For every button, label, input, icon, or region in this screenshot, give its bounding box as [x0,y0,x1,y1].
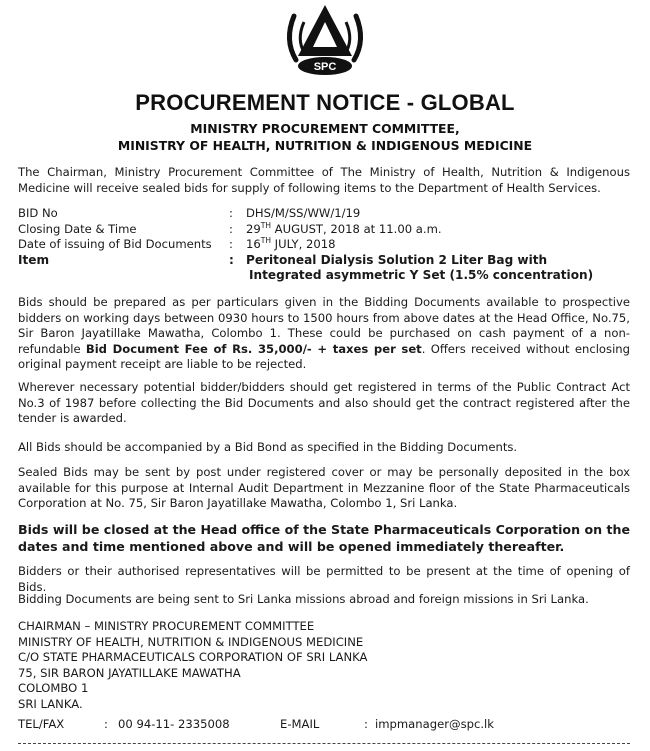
closing-day: 29 [246,221,261,236]
colon: : [229,206,233,220]
bid-no-row [18,206,630,222]
closing-date-rest: AUGUST, 2018 at 11.00 a.m. [271,221,442,236]
item-value-line-2: Integrated asymmetric Y Set (1.5% concentration) [249,268,594,282]
bid-document-fee: Bid Document Fee of Rs. 35,000/- + taxes per set [85,341,422,356]
intro-paragraph: The Chairman, Ministry Procurement Committee of The Ministry of Health, Nutrition & Indigenous Medicine will receive sealed bids for supply of following items to the Department of Health Services. [18,165,630,195]
dashed-divider [18,743,630,744]
item-label: Item [18,252,50,267]
address-line: 75, SIR BARON JAYATILLAKE MAWATHA [18,665,241,680]
address-line: SRI LANKA. [18,696,83,711]
issue-date-row [18,237,630,253]
tel-fax-value: 00 94-11- 2335008 [118,717,230,731]
closing-day-suffix: TH [260,220,271,230]
closing-date-value [246,222,442,238]
address-block [18,619,368,712]
preparation-text-end: . Offers received without enclosing original payment receipt are liable to be rejected. [18,341,630,371]
bid-no-label: BID No [18,206,58,220]
missions-paragraph: Bidding Documents are being sent to Sri Lanka missions abroad and foreign missions in Sri Lanka. [18,592,589,606]
item-value-line-1: Peritoneal Dialysis Solution 2 Liter Bag with [246,252,548,267]
issue-date-rest: JULY, 2018 [271,237,336,251]
preparation-text: Bids should be prepared as per particulars given in the Bidding Documents available to prospective bidders on working days between 0930 hours to 1500 hours from above dates at the Head Office, No.75, Sir Baron Jayatillake Mawatha, Colombo 1. These could be purchased on cash payment of a non-refundable [18,295,630,356]
spc-logo [280,2,370,78]
logo-right-arc [354,16,361,60]
issue-day-suffix: TH [260,236,271,246]
logo-left-arc [289,16,296,60]
presence-paragraph: Bidders or their authorised representatives will be permitted to be present at the time of opening of Bids. [18,564,630,594]
email-label: E-MAIL [280,717,320,731]
bid-details [18,206,630,282]
issue-date-value [246,237,335,253]
colon: : [229,252,234,267]
address-line: MINISTRY OF HEALTH, NUTRITION & INDIGENOUS MEDICINE [18,634,364,649]
address-line: COLOMBO 1 [18,681,89,695]
colon: : [104,717,108,731]
contact-line [18,716,630,732]
notice-title: PROCUREMENT NOTICE - GLOBAL [135,90,515,115]
logo-emblem-shape [298,5,352,56]
bid-no-value: DHS/M/SS/WW/1/19 [246,206,361,220]
issue-day: 16 [246,237,261,251]
logo-text: SPC [313,61,337,73]
closing-date-label: Closing Date & Time [18,221,137,236]
committee-heading: MINISTRY PROCUREMENT COMMITTEE, [190,121,460,136]
closing-date-row [18,222,630,238]
closing-notice-paragraph: Bids will be closed at the Head office of the State Pharmaceuticals Corporation on the dates and time mentioned above and will be opened immediately thereafter. [18,522,630,554]
address-line: C/O STATE PHARMACEUTICALS CORPORATION OF SRI LANKA [18,650,368,664]
colon: : [229,237,233,251]
issue-date-label: Date of issuing of Bid Documents [18,237,212,251]
address-line: CHAIRMAN – MINISTRY PROCUREMENT COMMITTEE [18,619,315,633]
item-row [18,252,630,282]
ministry-heading: MINISTRY OF HEALTH, NUTRITION & INDIGENOUS MEDICINE [117,138,533,153]
preparation-paragraph [18,295,630,373]
tel-fax-label: TEL/FAX [18,717,65,731]
colon: : [229,221,233,236]
registration-paragraph: Wherever necessary potential bidder/bidders should get registered in terms of the Public Contract Act No.3 of 1987 before collecting the Bid Documents and also should get the contract registered after the tender is awarded. [18,380,630,425]
colon: : [364,717,368,731]
bid-bond-paragraph: All Bids should be accompanied by a Bid Bond as specified in the Bidding Documents. [18,440,518,454]
email-value[interactable]: impmanager@spc.lk [375,717,494,731]
sealed-bids-paragraph: Sealed Bids may be sent by post under registered cover or may be personally deposited in the box available for this purpose at Internal Audit Department in Mezzanine floor of the State Pharmaceuticals Corporation at No. 75, Sir Baron Jayatillake Mawatha, Colombo 1, Sri Lanka. [18,465,630,510]
